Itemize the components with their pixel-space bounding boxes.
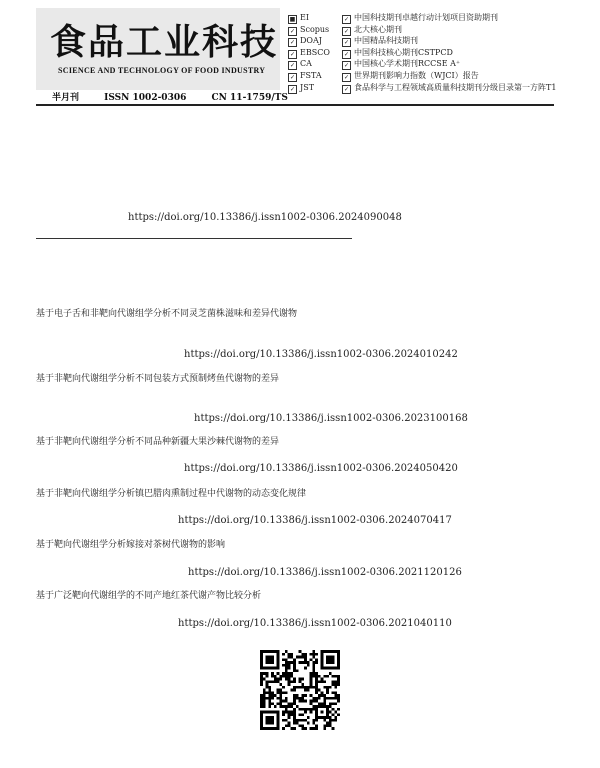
- database-item: ✓ JST: [289, 82, 315, 93]
- issn-label: ISSN 1002-0306: [104, 93, 187, 103]
- article-doi-link[interactable]: https://doi.org/10.13386/j.issn1002-0306.2021120126: [188, 567, 462, 578]
- article-title[interactable]: 基于非靶向代谢组学分析不同包装方式预制烤鱼代谢物的差异: [36, 374, 280, 384]
- database-item: ✓ Scopus: [289, 24, 330, 35]
- check-icon: ✓: [343, 50, 350, 58]
- check-icon: ✓: [289, 73, 296, 81]
- check-icon: ✓: [289, 50, 296, 58]
- check-icon: ✓: [289, 85, 296, 93]
- article-doi-link[interactable]: https://doi.org/10.13386/j.issn1002-0306.2024070417: [178, 515, 452, 526]
- check-icon: ✓: [343, 62, 350, 70]
- database-item: ✓ DOAJ: [289, 36, 322, 47]
- cn-label: CN 11-1759/TS: [211, 93, 288, 103]
- database-item: ✓ EBSCO: [289, 47, 330, 58]
- journal-title-en: SCIENCE AND TECHNOLOGY OF FOOD INDUSTRY: [58, 66, 266, 75]
- article-doi-link[interactable]: https://doi.org/10.13386/j.issn1002-0306.2024050420: [184, 463, 458, 474]
- honor-list: [342, 12, 556, 93]
- honor-item: ✓ 食品科学与工程领域高质量科技期刊分级目录第一方阵T1: [343, 82, 557, 93]
- honor-item: ✓ 中国科技期刊卓越行动计划项目资助期刊: [343, 13, 498, 23]
- qr-code-icon: [260, 650, 340, 730]
- article-title[interactable]: 基于广泛靶向代谢组学的不同产地红茶代谢产物比较分析: [36, 591, 262, 601]
- journal-title-cn: 食品工业科技: [50, 21, 279, 63]
- journal-logo: [36, 8, 280, 90]
- honor-item: ✓ 北大核心期刊: [343, 24, 402, 35]
- check-icon: ■: [289, 16, 296, 23]
- article-title[interactable]: 基于非靶向代谢组学分析镇巴腊肉熏制过程中代谢物的动态变化规律: [36, 489, 307, 499]
- database-item: ✓ CA: [289, 59, 312, 70]
- honor-item: ✓ 中国精品科技期刊: [343, 36, 418, 47]
- main-doi-link[interactable]: https://doi.org/10.13386/j.issn1002-0306.2024090048: [128, 212, 402, 223]
- database-item: ✓ FSTA: [289, 70, 322, 81]
- article-title[interactable]: 基于靶向代谢组学分析嫁接对茶树代谢物的影响: [36, 540, 226, 550]
- indexing-list: [280, 8, 557, 104]
- honor-item: ✓ 中国科技核心期刊CSTPCD: [343, 47, 453, 58]
- check-icon: ✓: [343, 16, 350, 23]
- database-list: [288, 12, 330, 93]
- article-title[interactable]: 基于非靶向代谢组学分析不同品种新疆大果沙棘代谢物的差异: [36, 437, 280, 447]
- check-icon: ✓: [289, 39, 296, 47]
- article-title[interactable]: 基于电子舌和非靶向代谢组学分析不同灵芝菌株滋味和差异代谢物: [36, 309, 298, 319]
- check-icon: ✓: [343, 85, 350, 93]
- article-doi-link[interactable]: https://doi.org/10.13386/j.issn1002-0306.2021040110: [178, 618, 452, 629]
- frequency-label: 半月刊: [52, 93, 80, 103]
- check-icon: ✓: [343, 27, 350, 35]
- check-icon: ✓: [343, 39, 350, 47]
- divider: [36, 238, 352, 239]
- journal-id-row: [52, 90, 310, 103]
- honor-item: ✓ 中国核心学术期刊RCCSE A⁺: [343, 59, 461, 70]
- article-doi-link[interactable]: https://doi.org/10.13386/j.issn1002-0306.2023100168: [194, 413, 468, 424]
- check-icon: ✓: [289, 62, 296, 70]
- article-doi-link[interactable]: https://doi.org/10.13386/j.issn1002-0306.2024010242: [184, 349, 458, 360]
- journal-header: [36, 8, 557, 106]
- honor-item: ✓ 世界期刊影响力指数（WJCI）报告: [343, 70, 479, 81]
- database-item: ■ EI: [289, 13, 309, 23]
- check-icon: ✓: [289, 27, 296, 35]
- check-icon: ✓: [343, 73, 350, 81]
